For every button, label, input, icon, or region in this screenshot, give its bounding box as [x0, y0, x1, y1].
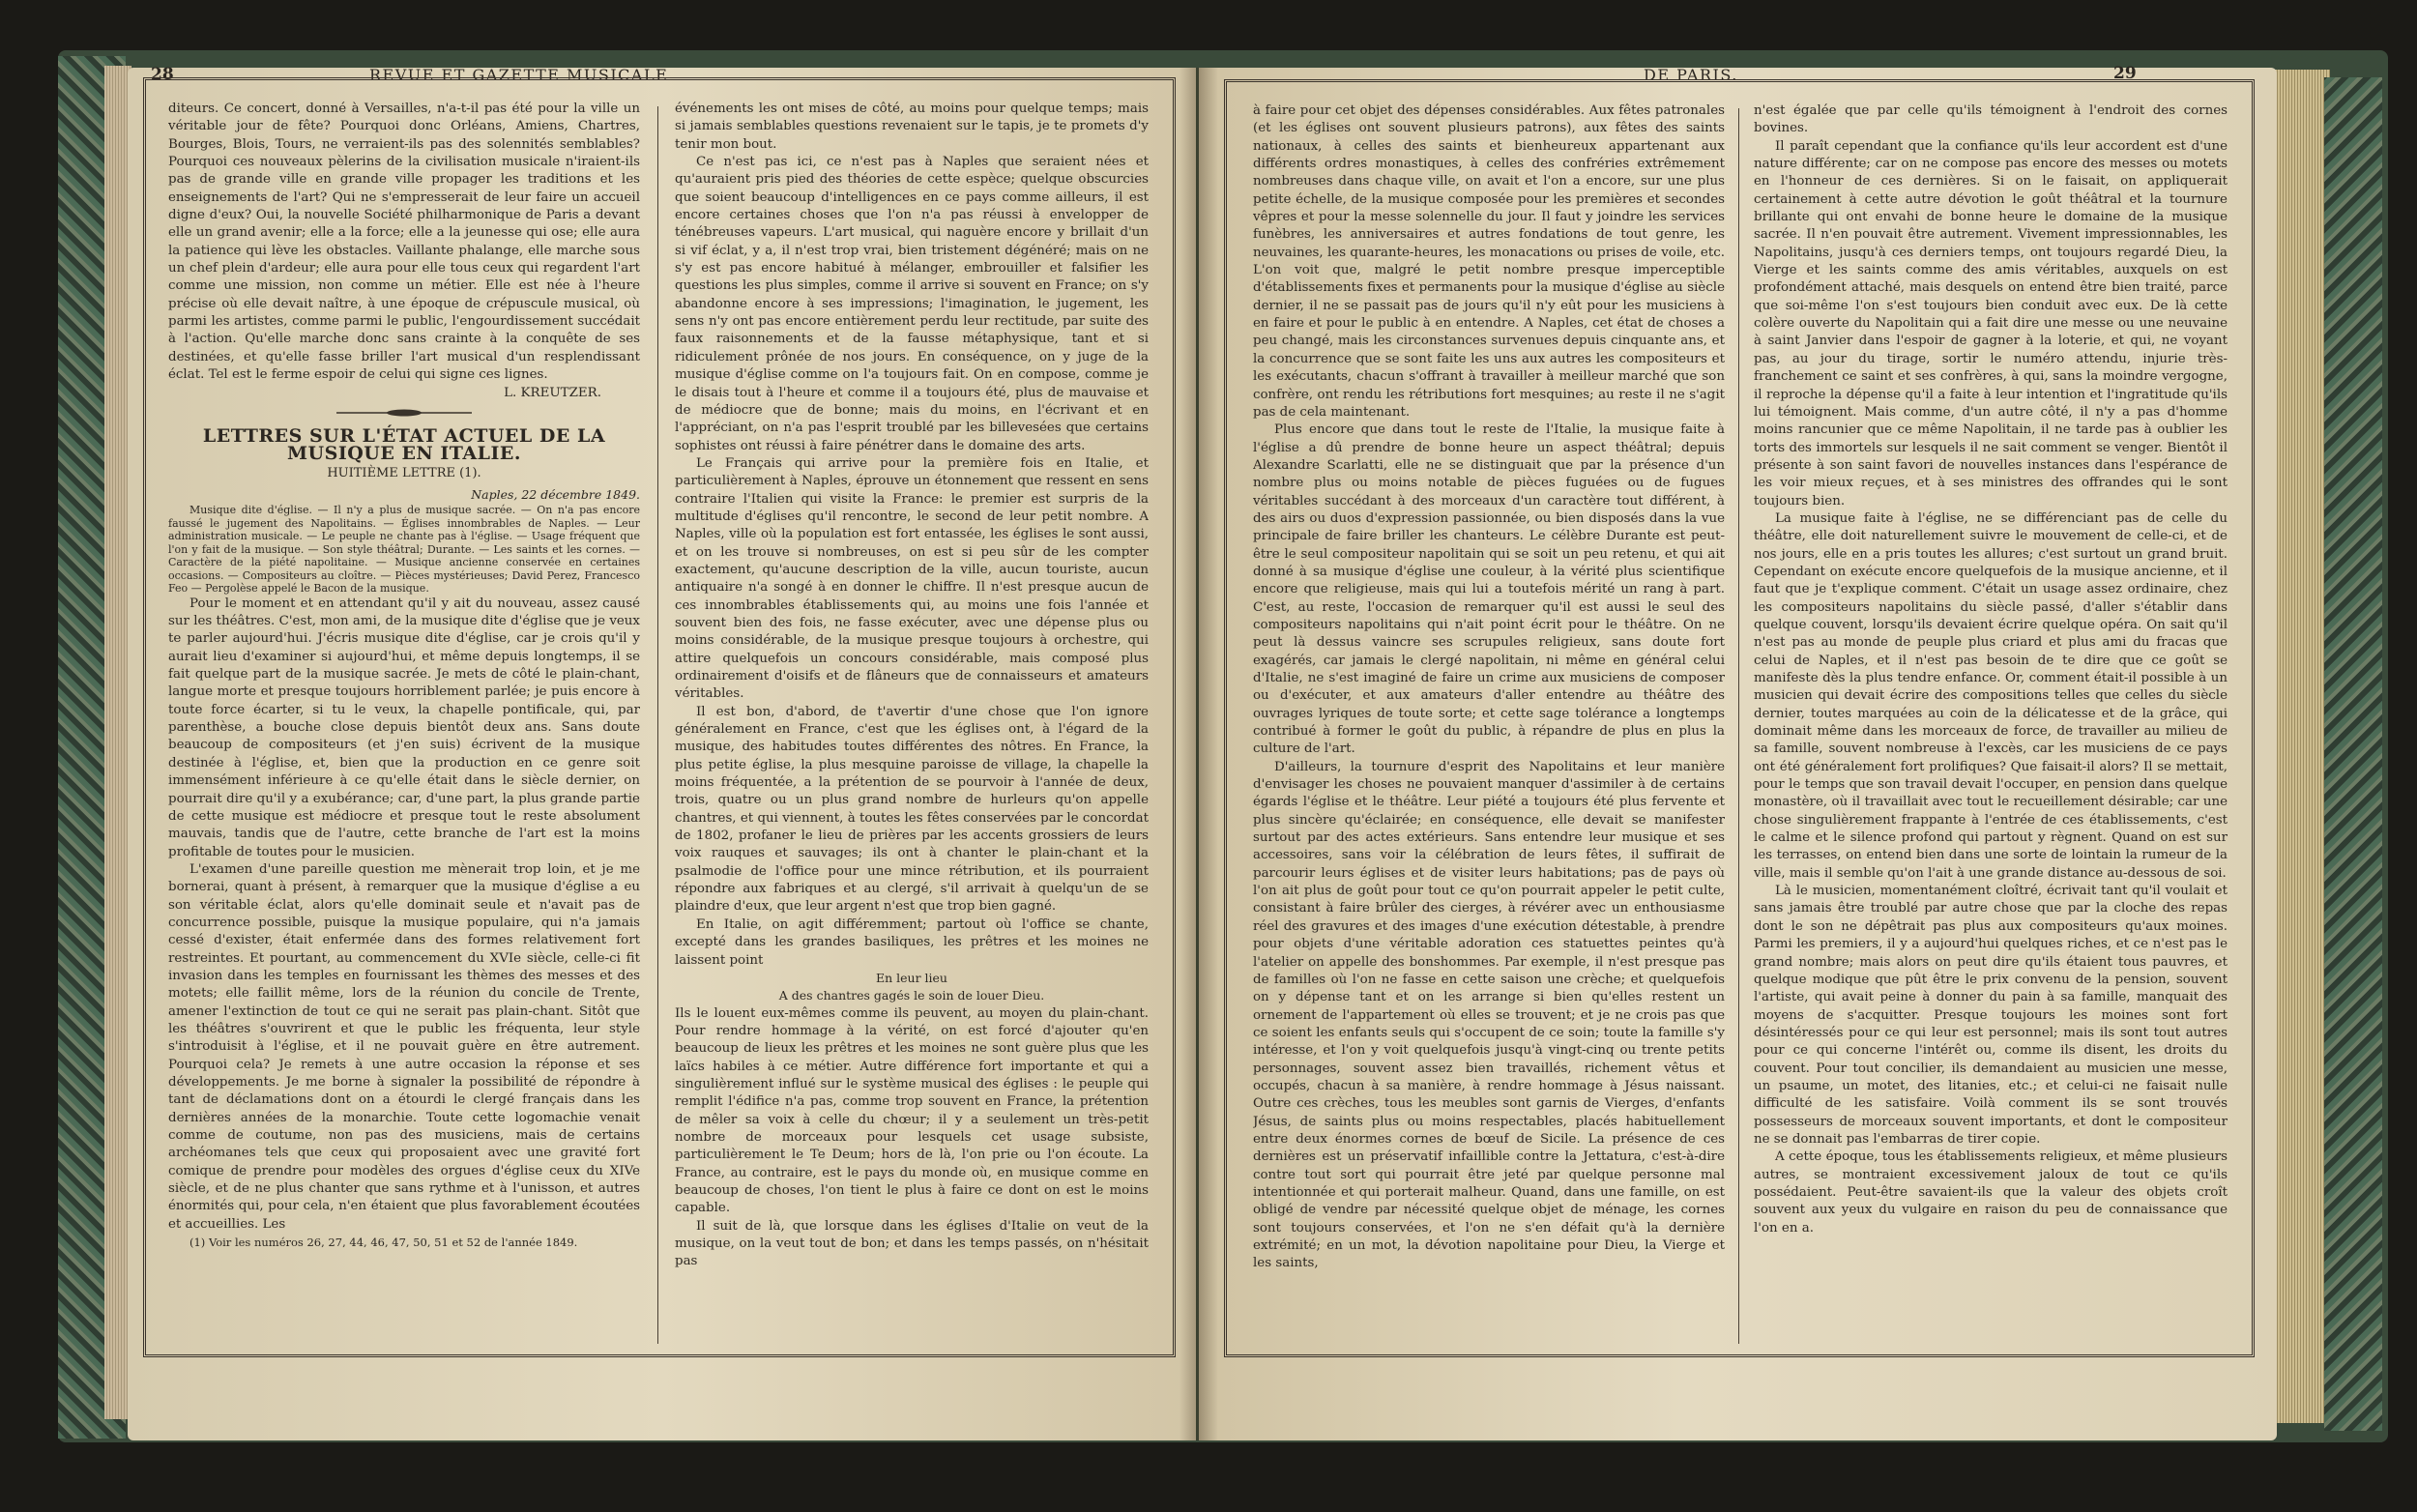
left-column-1 — [168, 101, 640, 1348]
right-running-head: DE PARIS. — [1644, 66, 1738, 84]
left-running-head: REVUE ET GAZETTE MUSICALE — [369, 66, 669, 84]
column-divider — [1738, 108, 1739, 1344]
left-page — [128, 65, 1196, 1440]
quote-line: En leur lieu — [876, 970, 947, 985]
body-paragraph: En Italie, on agit différemment; partout où l'office se chante, excepté dans les grandes basiliques, les prêtres et les moines ne laissent point — [675, 916, 1149, 968]
footnote: (1) Voir les numéros 26, 27, 44, 46, 47, 50, 51 et 52 de l'année 1849. — [189, 1236, 578, 1250]
body-paragraph: Il paraît cependant que la confiance qu'ils leur accordent est d'une nature différente; car on ne compose pas encore des messes ou motets en l'honneur de ces dernières. Si on le faisait, on appliquerait certainement à cette autre dévotion le goût théâtral et la tournure brillante qui ont envahi de bonne heure le domaine de la musique sacrée. Il n'en pouvait être autrement. Vivement impressionnables, les Napolitains, jusqu'à ces derniers temps, ont toujours regardé Dieu, la Vierge et les saints comme des amis véritables, auxquels on est profondément attaché, mais desquels on entend être bien traité, parce que soi-même l'on s'est toujours bien conduit avec eux. De là cette colère ouverte du Napolitain qui a fait dire une messe ou une neuvaine à saint Janvier dans l'espoir de gagner à la loterie, et qui, ne voyant pas, au jour du tirage, sortir le numéro attendu, injurie très-franchement ce saint et ses confrères, à qui, sans la moindre vergogne, il reproche la dépense qu'il a faite à leur intention et l'ingratitude qu'ils lui témoignent. Mais comme, d'un autre côté, il n'y a pas d'homme moins rancunier que ce même Napolitain, il ne tarde pas à oublier les torts des immortels sur lesquels il ne sait comment se venger. Bientôt il présente à son saint favori de nouvelles instances dans l'espérance de les voir mieux reçues, et à ses ministres des offrandes qui le sont toujours bien. — [1754, 138, 2228, 509]
body-paragraph: événements les ont mises de côté, au moins pour quelque temps; mais si jamais semblables questions revenaient sur le tapis, je te promets d'y tenir mon bout. — [675, 102, 1149, 152]
body-paragraph: Il suit de là, que lorsque dans les églises d'Italie on veut de la musique, on la veut tout de bon; et dans les temps passés, on n'hésitait pas — [675, 1218, 1149, 1269]
body-paragraph: D'ailleurs, la tournure d'esprit des Napolitains et leur manière d'envisager les choses ne pouvaient manquer d'assimiler à de certains égards l'église et le théâtre. Leur piété a toujours été plus fervente et plus sincère qu'éclairée; en conséquence, elle devait se manifester surtout par des actes extérieurs. Sans entendre leur musique et ses accessoires, sans voir la célébration de leurs fêtes, il suffirait de parcourir leurs églises et de visiter leurs habitations; pas de pays où l'on ait plus de goût pour tout ce qu'on pourrait appeler le petit culte, consistant à faire brûler des cierges, à révérer avec un enthousiasme réel des gravures et des images d'une exécution détestable, à prendre pour objets d'une véritable adoration ces statuettes peintes qu'à l'atelier on appelle des bonshommes. Par exemple, il n'est presque pas de familles où l'on ne fasse en cette saison une crèche; et quelquefois on y dépense tant et on les arrange si bien qu'elles restent un ornement de l'appartement où elles se trouvent; et je ne crois pas que ce soient les enfants seuls qui s'occupent de ce soin; toute la famille s'y intéresse, et l'on y voit quelquefois jusqu'à vingt-cinq ou trente petits personnages, souvent assez bien travaillés, richement vêtus et occupés, chacun à sa manière, à rendre hommage à Jésus naissant. Outre ces crèches, tous les meubles sont garnis de Vierges, d'enfants Jésus, de saints plus ou moins respectables, placés habituellement entre deux énormes cornes de bœuf de Sicile. La présence de ces dernières est un préservatif infaillible contre la Jettatura, c'est-à-dire contre tout sort qui pourrait être jeté par quelque personne mal intentionnée et qui porterait malheur. Quand, dans une famille, on est obligé de vendre par nécessité quelque objet de ménage, les cornes sont toujours conservées, et l'on ne s'en défait qu'à la dernière extrémité; en un mot, la dévotion napolitaine pour Dieu, la Vierge et les saints, — [1253, 759, 1725, 1271]
body-paragraph: Pour le moment et en attendant qu'il y ait du nouveau, assez causé sur les théâtres. C'est, mon ami, de la musique dite d'église que je veux te parler aujourd'hui. J'écris musique dite d'église, car je crois qu'il y aurait lieu d'examiner si aujourd'hui, et même depuis longtemps, il se fait quelque part de la musique sacrée. Je mets de côté le plain-chant, langue morte et presque toujours horriblement parlée; je puis encore à toute force écarter, si tu le veux, la chapelle pontificale, qui, par parenthèse, a bouche close depuis bientôt deux ans. Sans doute beaucoup de compositeurs (et j'en suis) écrivent de la musique destinée à l'église, et, bien que la production en ce genre soit immensément inférieure à ce qu'elle était dans le siècle dernier, on pourrait dire qu'il y a exubérance; car, d'une part, la plus grande partie de cette musique est médiocre et presque tout le reste absolument mauvais, tandis que de l'autre, cette branche de l'art est la moins profitable de toutes pour le musicien. — [168, 596, 640, 859]
body-paragraph: Plus encore que dans tout le reste de l'Italie, la musique faite à l'église a dû prendre de bonne heure un aspect théâtral; depuis Alexandre Scarlatti, elle ne se distinguait que par la présence d'un nombre plus ou moins notable de pièces fuguées ou de fugues véritables succédant à des morceaux d'un caractère tout différent, à des airs ou duos d'expression passionnée, ou bien disposés dans la vue principale de faire briller les chanteurs. Le célèbre Durante est peut-être le seul compositeur napolitain qui se soit un peu retenu, et qui ait donné à sa musique d'église une couleur, à la vérité plus scientifique encore que religieuse, mais qui lui a toutefois mérité un rang à part. C'est, au reste, l'occasion de remarquer qu'il est aussi le seul des compositeurs napolitains qui n'ait point écrit pour le théâtre. On ne peut là dessus vaincre ses scrupules religieux, sans doute fort exagérés, car jamais le clergé napolitain, ni même en général celui d'Italie, ne s'est imaginé de faire un crime aux musiciens de composer ou d'exécuter, et aux amateurs d'aller entendre au théâtre des ouvrages lyriques de toute sorte; et cette sage tolérance a longtemps contribué à former le goût du public, à répandre de plus en plus la culture de l'art. — [1253, 422, 1725, 757]
body-paragraph: Il est bon, d'abord, de t'avertir d'une chose que l'on ignore généralement en France, c'est que les églises ont, à l'égard de la musique, des habitudes toutes différentes des nôtres. En France, la plus petite église, la plus mesquine paroisse de village, la chapelle la moins fréquentée, a la prétention de se pourvoir à l'année de deux, trois, quatre ou un plus grand nombre de hurleurs qu'on appelle chantres, et qui viennent, à toutes les fêtes conservées par le concordat de 1802, profaner le lieu de prières par les accents grossiers de leurs voix rauques et sauvages; ils ont à chanter le plain-chant et la psalmodie de l'office pour une mince rétribution, et ils pourraient répondre aux fabriques et au clergé, s'il arrivait à quelqu'un de se plaindre d'eux, que leur argent n'est que trop bien gagné. — [675, 704, 1149, 915]
right-page — [1199, 64, 2277, 1440]
body-paragraph: à faire pour cet objet des dépenses considérables. Aux fêtes patronales (et les églises ont souvent plusieurs patrons), aux fêtes des saints nationaux, à celles des saints et bienheureux appartenant aux différents ordres monastiques, à celles des confréries extrêmement nombreuses dans chaque ville, on avait et l'on a encore, sur une plus petite échelle, de la musique composée pour les premières et secondes vêpres et pour la messe solennelle du jour. Il faut y joindre les services funèbres, les anniversaires et autres fondations de tout genre, les neuvaines, les quarante-heures, les monacations ou prises de voile, etc. L'on voit que, malgré le petit nombre presque imperceptible d'établissements fixes et permanents pour la musique d'église au siècle dernier, il ne se passait pas de jours qu'il n'y eût pour les musiciens à en faire et pour le public à en entendre. A Naples, cet état de choses a peu changé, mais les circonstances survenues depuis cinquante ans, et la concurrence que se sont faite les uns aux autres les compositeurs et les exécutants, chacun s'offrant à travailler à meilleur marché que son confrère, ont rendu les rétributions fort mesquines; au reste il ne s'agit pas de cela maintenant. — [1253, 103, 1725, 420]
kreutzer-signature: L. KREUTZER. — [504, 385, 601, 400]
body-paragraph: Ce n'est pas ici, ce n'est pas à Naples que seraient nées et qu'auraient pris pied des théories de cette espèce; quelque obscurcies que soient beaucoup d'intelligences en ce pays comme ailleurs, il est encore certaines choses que l'on n'a pas réussi à envelopper de ténébreuses vapeurs. L'art musical, qui naguère encore y brillait d'un si vif éclat, y a, il n'est trop vrai, bien tristement dégénéré; mais on ne s'y est pas encore habitué à mélanger, embrouiller et falsifier les questions les plus simples, comme il arrive si souvent en France; on s'y abandonne encore à ses impressions; l'imagination, le jugement, les sens n'y ont pas encore entièrement perdu leur rectitude, par suite des faux raisonnements et de la fausse métaphysique, tant et si ridiculement prônée de nos jours. En conséquence, on y juge de la musique d'église comme on l'a toujours fait. On en compose, comme je le disais tout à l'heure et comme il a toujours été, plus de mauvaise et de médiocre que de bonne; mais du moins, en l'écrivant et en l'appréciant, on n'a pas l'esprit troublé par les billevesées que certains sophistes ont réussi à faire pénétrer dans le domaine des arts. — [675, 155, 1149, 453]
body-paragraph: La musique faite à l'église, ne se différenciant pas de celle du théâtre, elle doit naturellement suivre le mouvement de celle-ci, et de nos jours, elle en a pris toutes les allures; c'est surtout un grand bruit. Cependant on exécute encore quelquefois de la musique ancienne, et il faut que je t'explique comment. C'était un usage assez ordinaire, chez les compositeurs napolitains du siècle passé, d'aller s'établir dans quelque couvent, lorsqu'ils devaient écrire quelque opéra. On sait qu'il n'est pas au monde de peuple plus criard et plus ami du fracas que celui de Naples, et il n'est pas besoin de te dire que ce goût se manifeste dès la plus tendre enfance. Or, comment était-il possible à un musicien qui devait écrire des compositions telles que celles du siècle dernier, toutes marquées au coin de la délicatesse et de la grâce, qui dominait même dans les morceaux de force, de travailler au milieu de sa famille, souvent nombreuse à l'excès, car les musiciens de ce pays ont été généralement fort prolifiques? Que faisait-il alors? Il se mettait, pour le temps que son travail devait l'occuper, en pension dans quelque monastère, où il travaillait avec tout le recueillement désirable; car une chose singulièrement frappante à l'entrée de ces établissements, c'est le calme et le silence profond qui partout y règnent. Quand on est sur les terrasses, on entend bien dans une sorte de lointain la rumeur de la ville, mais il semble qu'on l'ait à une grande distance au-dessous de soi. — [1754, 510, 2228, 881]
quote-line: A des chantres gagés le soin de louer Dieu. — [778, 988, 1045, 1003]
article-subtitle: HUITIÈME LETTRE (1). — [327, 465, 481, 480]
left-page-number: 28 — [151, 65, 174, 84]
right-page-edges — [2272, 70, 2330, 1423]
body-paragraph: n'est égalée que par celle qu'ils témoignent à l'endroit des cornes bovines. — [1754, 103, 2228, 136]
ornament-rule-icon — [336, 408, 472, 418]
kreutzer-intro: diteurs. Ce concert, donné à Versailles, n'a-t-il pas été pour la ville un véritable jour de fête? Pourquoi donc Orléans, Amiens, Chartres, Bourges, Blois, Tours, ne verraient-ils pas des solennités semblables? Pourquoi ces nouveaux pèlerins de la civilisation musicale n'iraient-ils pas de grande ville en grande ville propager les traditions et les enseignements de l'art? Qui ne s'empresserait de leur faire un accueil digne d'eux? Oui, la nouvelle Société philharmonique de Paris a devant elle un grand avenir; elle a la force; elle a la jeunesse qui ose; elle aura la patience qui lève les obstacles. Vaillante phalange, elle marche sous un chef plein d'ardeur; elle aura pour elle tous ceux qui regardent l'art comme une mission, non comme un métier. Elle est née à l'heure précise où elle devait naître, à une époque de crépuscule musical, où parmi les artistes, comme parmi le public, l'engourdissement succédait à l'action. Qu'elle marche donc sans crainte à la conquête de ses destinées, et qu'elle fasse briller l'art musical d'un resplendissant éclat. Tel est le ferme espoir de celui qui signe ces lignes. — [168, 102, 640, 383]
body-paragraph: Ils le louent eux-mêmes comme ils peuvent, au moyen du plain-chant. Pour rendre hommage à la vérité, on est forcé d'ajouter qu'en beaucoup de lieux les prêtres et les moines ne sont guère plus que les laïcs habiles à ce métier. Autre différence fort importante et qui a singulièrement influé sur le système musical des églises : le peuple qui remplit l'édifice n'a pas, comme trop souvent en France, la prétention de mêler sa voix à celle du chœur; il y a seulement un très-petit nombre de morceaux pour lesquels cet usage subsiste, particulièrement le Te Deum; hors de là, l'on prie ou l'on écoute. La France, au contraire, est le pays du monde où, en musique comme en beaucoup de choses, l'on tient le plus à faire ce dont on est le moins capable. — [675, 1005, 1149, 1216]
body-paragraph: Là le musicien, momentanément cloîtré, écrivait tant qu'il voulait et sans jamais être troublé par autre chose que par la cloche des repas dont le son ne dépêtrait pas plus aux compositeurs qu'aux moines. Parmi les premiers, il y a aujourd'hui quelques riches, et ce n'est pas le grand nombre; mais alors on peut dire qu'ils étaient tous pauvres, et quelque modique que pût être le prix convenu de la pension, souvent l'artiste, qui avait peine à donner du pain à sa famille, manquait des moyens de s'acquitter. Presque toujours les moines sont fort désintéressés pour ce qui leur est personnel; mais ils sont tout autres pour ce qui concerne l'intérêt ou, comme ils disent, les droits du couvent. Pour tout concilier, ils demandaient au musicien une messe, un psaume, un motet, des litanies, etc.; et celui-ci ne faisait nulle difficulté de les satisfaire. Voilà comment ils se sont trouvés possesseurs de morceaux souvent importants, et dont le compositeur ne se donnait pas l'embarras de tirer copie. — [1754, 884, 2228, 1147]
body-paragraph: A cette époque, tous les établissements religieux, et même plusieurs autres, se montraient excessivement jaloux de tout ce qu'ils possédaient. Peut-être savaient-ils que la valeur des objets croît souvent aux yeux du vulgaire en raison du peu de connaissance que l'on en a. — [1754, 1149, 2228, 1236]
column-divider — [657, 106, 658, 1344]
body-paragraph: Le Français qui arrive pour la première fois en Italie, et particulièrement à Naples, éprouve un étonnement que ressent en sens contraire l'Italien qui visite la France: le premier est surpris de la multitude d'églises qu'il rencontre, le second de leur petit nombre. A Naples, ville où la population est fort entassée, les églises le sont aussi, et on les trouve si nombreuses, on est si peu sûr de les compter exactement, qu'aucune description de la ville, aucun touriste, aucun antiquaire n'a songé à en donner le chiffre. Il n'est presque aucun de ces innombrables établissements qui, au moins une fois l'année et souvent bien des fois, ne fasse exécuter, avec une dépense plus ou moins considérable, de la musique presque toujours à orchestre, qui attire quelquefois un concours considérable, mais composé plus ordinairement d'oisifs et de flâneurs que de connaisseurs et amateurs véritables. — [675, 455, 1149, 702]
left-column-2 — [675, 101, 1149, 1348]
right-column-1 — [1253, 102, 1725, 1348]
body-paragraph: L'examen d'une pareille question me mènerait trop loin, et je me bornerai, quant à présent, à remarquer que la musique d'église a eu son véritable éclat, alors qu'elle dominait seule et n'avait pas de concurrence possible, puisque la musique populaire, qui n'a jamais cessé d'exister, était enfermée dans des formes relativement fort restreintes. Et pourtant, au commencement du XVIe siècle, celle-ci fit invasion dans les temples en fournissant les thèmes des messes et des motets; elle faillit même, lors de la réunion du concile de Trente, amener l'extinction de tout ce qui ne serait pas plain-chant. Sitôt que les théâtres s'ouvrirent et que le public les fréquenta, leur style s'introduisit à l'église, et il ne pouvait guère en être autrement. Pourquoi cela? Je remets à une autre occasion la réponse et ses développements. Je me borne à signaler la possibilité de répondre à tant de déclamations dont on a étourdi le clergé français dans les dernières années de la monarchie. Toute cette logomachie venait comme de coutume, non pas des musiciens, mais de certains archéomanes tels que ceux qui proposaient avec une gravité fort comique de prendre pour modèles des orgues d'église ceux du XIVe siècle, et de ne plus chanter que sans rythme et à l'unisson, et autres énormités qui, pour cela, n'en étaient que plus favorablement écoutées et accueillies. Les — [168, 861, 640, 1232]
right-page-number: 29 — [2113, 64, 2137, 83]
book-gutter-shadow — [1179, 68, 1218, 1440]
right-column-2 — [1754, 102, 2228, 1348]
dateline: Naples, 22 décembre 1849. — [471, 486, 640, 502]
article-title: LETTRES SUR L'ÉTAT ACTUEL DE LA MUSIQUE EN ITALIE. — [202, 424, 606, 465]
article-summary: Musique dite d'église. — Il n'y a plus de musique sacrée. — On n'a pas encore faussé le jugement des Napolitains. — Églises innombrables de Naples. — Leur administration musicale. — Le peuple ne chante pas à l'église. — Usage fréquent que l'on y fait de la musique. — Son style théâtral; Durante. — Les saints et les cornes. — Caractère de la piété napolitaine. — Musique ancienne conservée en certaines occasions. — Compositeurs au cloître. — Pièces mystérieuses; David Perez, Francesco Feo — Pergolèse appelé le Bacon de la musique. — [168, 504, 640, 596]
right-marbled-board — [2324, 77, 2382, 1431]
